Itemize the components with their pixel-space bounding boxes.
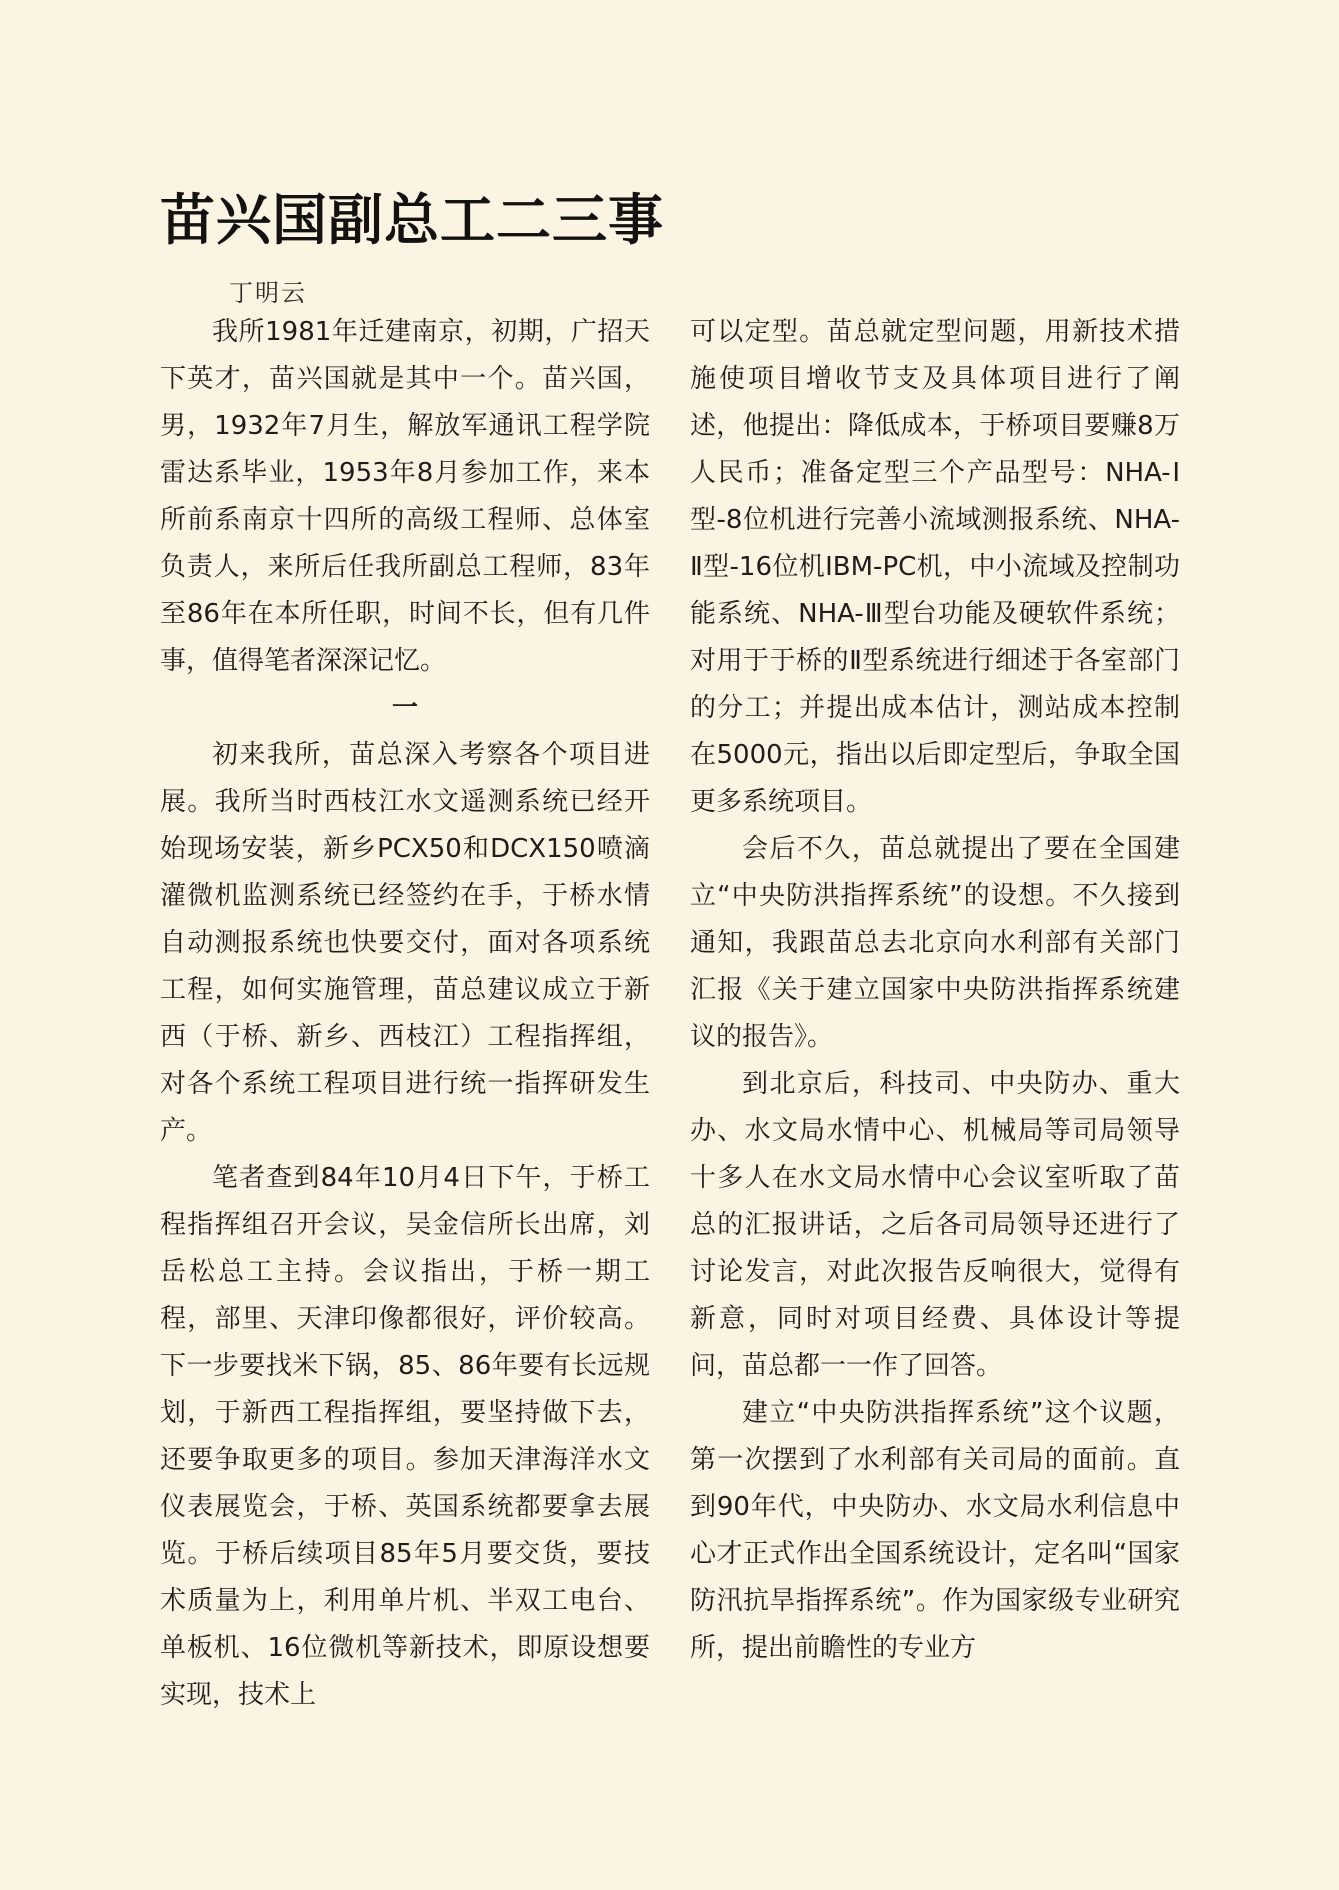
paragraph-continued: 可以定型。苗总就定型问题，用新技术措施使项目增收节支及具体项目进行了阐述，他提出：降低成本，于桥项目要赚8万人民币；准备定型三个产品型号：NHA-Ⅰ型-8位机进行完善小流域测报系统、NHA-Ⅱ型-16位机IBM-PC机，中小流域及控制功能系统、NHA-Ⅲ型台功能及硬软件系统；对用于于桥的Ⅱ型系统进行细述于各室部门的分工；并提出成本估计，测站成本控制在5000元，指出以后即定型后，争取全国更多系统项目。 bbox=[690, 317, 1180, 817]
article-author: 丁明云 bbox=[229, 279, 307, 307]
paragraph: 笔者查到84年10月4日下午，于桥工程指挥组召开会议，吴金信所长出席，刘岳松总工主持。会议指出，于桥一期工程，部里、天津印像都很好，评价较高。下一步要找米下锅，85、86年要有长远规划，于新西工程指挥组，要坚持做下去，还要争取更多的项目。参加天津海洋水文仪表展览会，于桥、英国系统都要拿去展览。于桥后续项目85年5月要交货，要技术质量为上，利用单片机、半双工电台、单板机、16位微机等新技术，即原设想要实现，技术上 bbox=[160, 1163, 650, 1710]
section-number: 一 bbox=[391, 693, 418, 723]
text-column-right bbox=[690, 309, 1180, 1672]
article-title: 苗兴国副总工二三事 bbox=[160, 187, 665, 252]
paragraph: 会后不久，苗总就提出了要在全国建立“中央防洪指挥系统”的设想。不久接到通知，我跟苗总去北京向水利部有关部门汇报《关于建立国家中央防洪指挥系统建议的报告》。 bbox=[690, 834, 1180, 1052]
paragraph: 初来我所，苗总深入考察各个项目进展。我所当时西枝江水文遥测系统已经开始现场安装，新乡PCX50和DCX150喷滴灌微机监测系统已经签约在手，于桥水情自动测报系统也快要交付，面对各项系统工程，如何实施管理，苗总建议成立于新西（于桥、新乡、西枝江）工程指挥组，对各个系统工程项目进行统一指挥研发生产。 bbox=[160, 740, 650, 1146]
paragraph: 我所1981年迁建南京，初期，广招天下英才，苗兴国就是其中一个。苗兴国，男，1932年7月生，解放军通讯工程学院雷达系毕业，1953年8月参加工作，来本所前系南京十四所的高级工程师、总体室负责人，来所后任我所副总工程师，83年至86年在本所任职，时间不长，但有几件事，值得笔者深深记忆。 bbox=[160, 317, 650, 676]
paragraph: 建立“中央防洪指挥系统”这个议题，第一次摆到了水利部有关司局的面前。直到90年代，中央防办、水文局水利信息中心才正式作出全国系统设计，定名叫“国家防汛抗旱指挥系统”。作为国家级专业研究所，提出前瞻性的专业方 bbox=[690, 1398, 1180, 1663]
text-column-left bbox=[160, 309, 650, 1719]
paragraph: 到北京后，科技司、中央防办、重大办、水文局水情中心、机械局等司局领导十多人在水文局水情中心会议室听取了苗总的汇报讲话，之后各司局领导还进行了讨论发言，对此次报告反响很大，觉得有新意，同时对项目经费、具体设计等提问，苗总都一一作了回答。 bbox=[690, 1069, 1180, 1381]
